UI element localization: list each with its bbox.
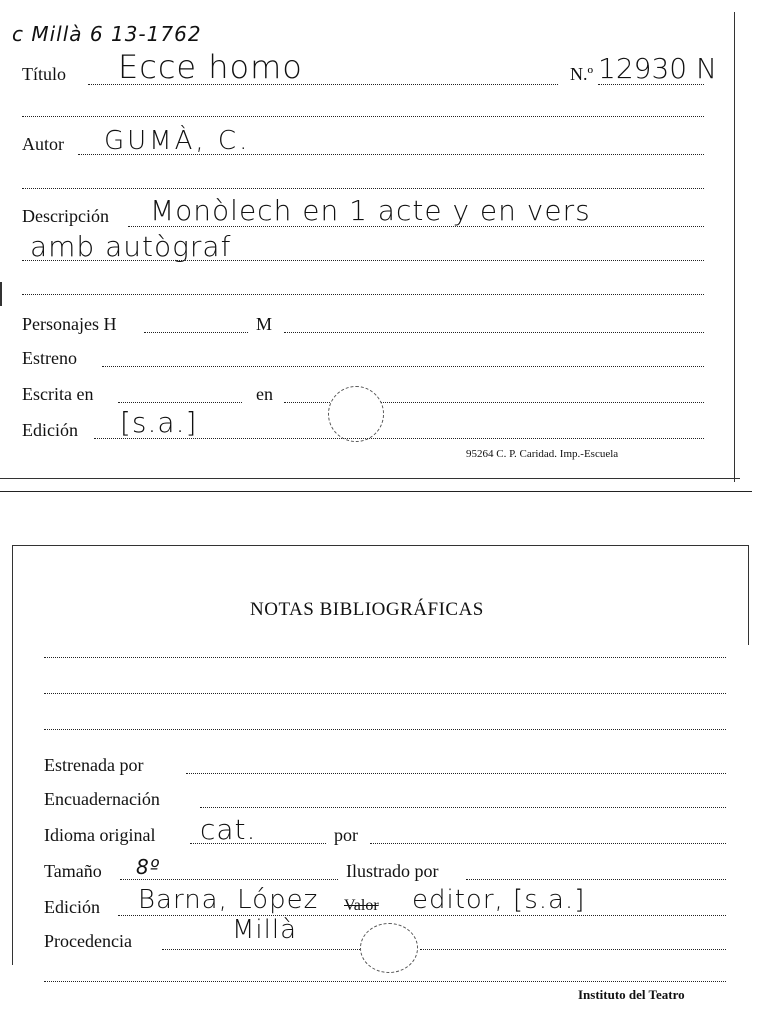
edicion-label: Edición [22, 420, 78, 440]
estrenada-line [186, 773, 726, 774]
escrita-label: Escrita en [22, 384, 94, 404]
numero-value: 12930 N [598, 52, 717, 85]
procedencia-line [162, 949, 362, 950]
estrenada-label: Estrenada por [44, 755, 144, 775]
punch-hole [328, 386, 384, 442]
numero-label: N.º [570, 64, 594, 84]
edicion-value: [s.a.] [120, 406, 198, 439]
notas-line-1 [44, 657, 726, 658]
escrita-en-label: en [256, 384, 273, 404]
estreno-label: Estreno [22, 348, 77, 368]
procedencia-line-2 [420, 949, 726, 950]
personajes-m-line [284, 332, 704, 333]
printer-note: 95264 C. P. Caridad. Imp.-Escuela [466, 448, 619, 460]
ilustrado-label: Ilustrado por [346, 861, 439, 881]
autor-value: GUMÀ, C. [104, 126, 251, 156]
card-bottom-left-border [12, 545, 13, 965]
notas-heading: NOTAS BIBLIOGRÁFICAS [250, 599, 484, 620]
procedencia-label: Procedencia [44, 931, 132, 951]
card-top-bottom-border [0, 478, 740, 479]
edicion2-label: Edición [44, 897, 100, 917]
autor-label: Autor [22, 134, 64, 154]
idioma-por-label: por [334, 825, 358, 845]
tamano-label: Tamaño [44, 861, 102, 881]
procedencia-value: Millà [232, 915, 298, 945]
institution-footer: Instituto del Teatro [578, 987, 685, 1002]
titulo-value: Ecce homo [118, 48, 303, 86]
titulo-line-2 [22, 116, 704, 117]
descripcion-value-1: Monòlech en 1 acte y en vers [150, 194, 591, 227]
notas-line-3 [44, 729, 726, 730]
ilustrado-line [466, 879, 726, 880]
catalog-card-top [0, 0, 759, 495]
punch-hole-2 [360, 923, 418, 973]
card-bottom-right-border [748, 545, 749, 645]
autor-line-2 [22, 188, 704, 189]
titulo-label: Título [22, 64, 66, 84]
catalog-card-bottom [0, 495, 759, 1028]
edicion2-value-1: Barna, López [138, 885, 319, 915]
idioma-value: cat. [200, 813, 257, 846]
tamano-value: 8º [136, 855, 161, 879]
encuadernacion-line [200, 807, 726, 808]
edicion2-line [118, 915, 726, 916]
descripcion-value-2: amb autògraf [30, 230, 232, 263]
card-bottom-top-border [12, 545, 748, 546]
personajes-h-line [144, 332, 248, 333]
encuadernacion-label: Encuadernación [44, 789, 160, 809]
personajes-m-label: M [256, 314, 273, 334]
archive-note: c Millà 6 13-1762 [12, 22, 202, 46]
idioma-label: Idioma original [44, 825, 156, 845]
idioma-por-line [370, 843, 726, 844]
descripcion-line-3 [22, 294, 704, 295]
card-top-under-border [0, 491, 752, 492]
notas-line-2 [44, 693, 726, 694]
tamano-line [120, 879, 338, 880]
valor-struck: Valor [344, 897, 379, 914]
procedencia-line-3 [44, 981, 726, 982]
edicion2-value-2: editor, [s.a.] [412, 885, 586, 915]
estreno-line [102, 366, 704, 367]
personajes-label: Personajes H [22, 314, 117, 334]
card-top-right-border [734, 12, 735, 482]
descripcion-label: Descripción [22, 206, 109, 226]
card-top-left-mark [0, 282, 2, 306]
escrita-line [118, 402, 242, 403]
